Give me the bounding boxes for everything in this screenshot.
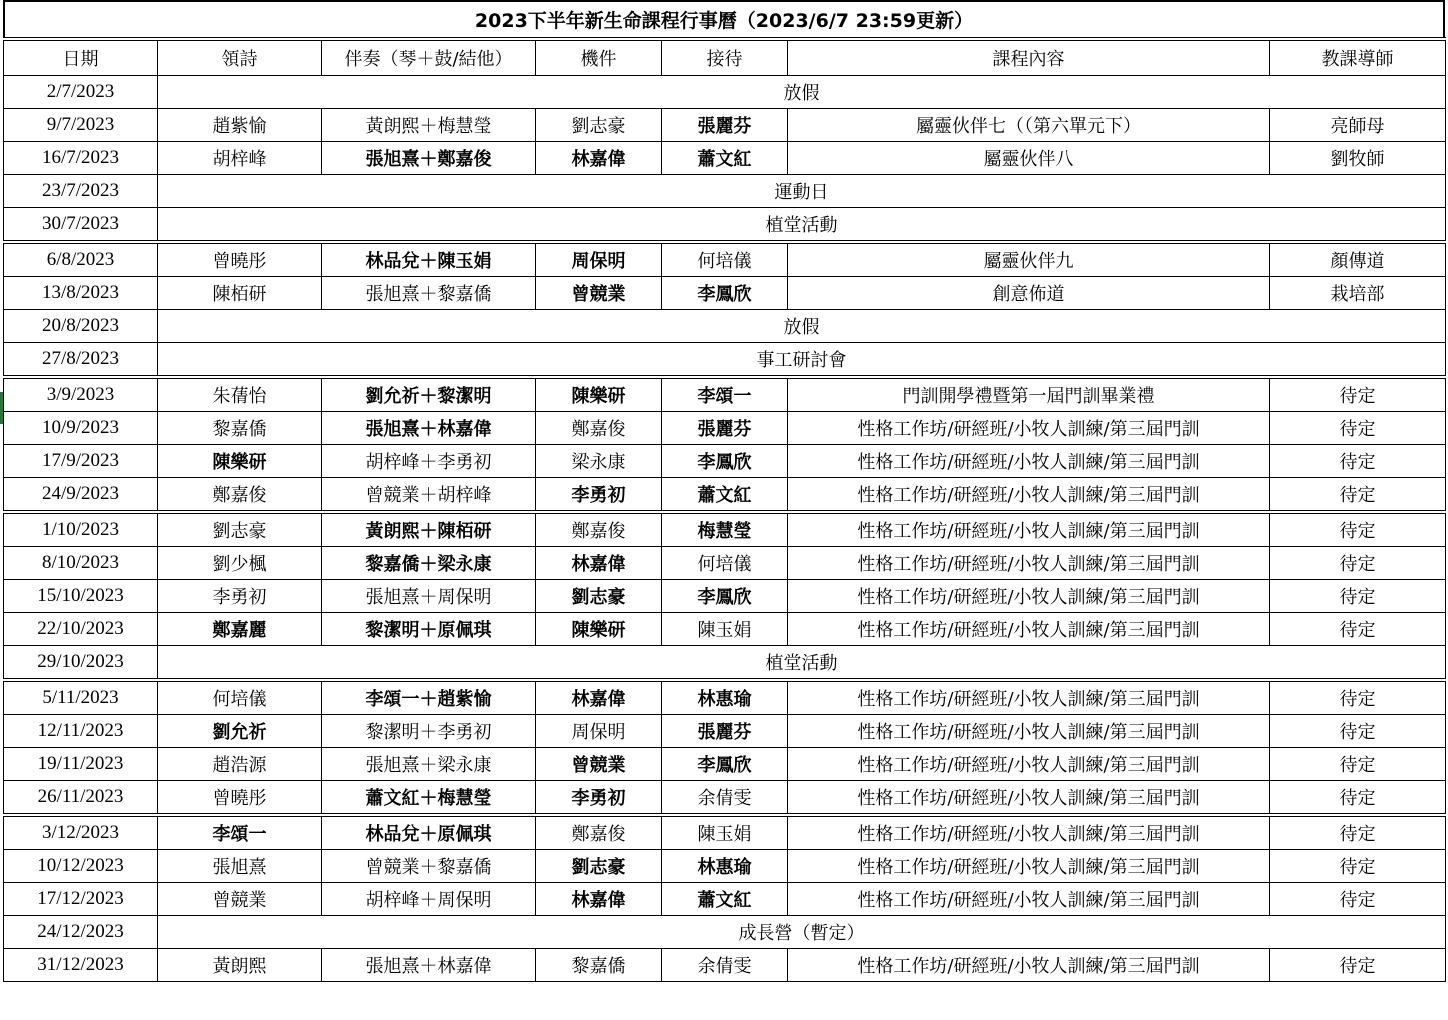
sheet-title: 2023下半年新生命課程行事曆（2023/6/7 23:59更新） — [3, 0, 1445, 37]
table-row — [4, 547, 1446, 580]
table-row — [4, 949, 1446, 982]
date-cell: 10/9/2023 — [4, 412, 158, 445]
accompaniment-cell: 林品兌＋原佩琪 — [322, 815, 536, 850]
date-cell: 10/12/2023 — [4, 850, 158, 883]
table-row — [4, 242, 1446, 277]
event-cell: 植堂活動 — [158, 208, 1446, 243]
table-row — [4, 142, 1446, 175]
date-cell: 3/12/2023 — [4, 815, 158, 850]
date-cell: 27/8/2023 — [4, 343, 158, 378]
table-row — [4, 208, 1446, 243]
table-row — [4, 748, 1446, 781]
table-row — [4, 412, 1446, 445]
header-row — [4, 39, 1446, 76]
table-row — [4, 512, 1446, 547]
accompaniment-cell: 張旭熹＋周保明 — [322, 580, 536, 613]
instructor-cell: 待定 — [1270, 949, 1446, 982]
course-content-cell: 性格工作坊/研經班/小牧人訓練/第三屆門訓 — [788, 715, 1270, 748]
course-content-cell: 性格工作坊/研經班/小牧人訓練/第三屆門訓 — [788, 512, 1270, 547]
date-cell: 5/11/2023 — [4, 680, 158, 715]
worship-leader-cell: 曾曉彤 — [158, 242, 322, 277]
date-cell: 13/8/2023 — [4, 277, 158, 310]
instructor-cell: 劉牧師 — [1270, 142, 1446, 175]
reception-cell: 何培儀 — [662, 242, 788, 277]
worship-leader-cell: 趙紫愉 — [158, 109, 322, 142]
date-cell: 26/11/2023 — [4, 781, 158, 816]
equipment-cell: 林嘉偉 — [536, 547, 662, 580]
reception-cell: 蕭文紅 — [662, 478, 788, 513]
accompaniment-cell: 曾競業＋黎嘉僑 — [322, 850, 536, 883]
reception-cell: 李鳳欣 — [662, 445, 788, 478]
date-cell: 24/9/2023 — [4, 478, 158, 513]
worship-leader-cell: 劉少楓 — [158, 547, 322, 580]
course-content-cell: 性格工作坊/研經班/小牧人訓練/第三屆門訓 — [788, 445, 1270, 478]
course-content-cell: 性格工作坊/研經班/小牧人訓練/第三屆門訓 — [788, 815, 1270, 850]
worship-leader-cell: 朱蒨怡 — [158, 377, 322, 412]
date-cell: 20/8/2023 — [4, 310, 158, 343]
header-date: 日期 — [4, 39, 158, 76]
worship-leader-cell: 胡梓峰 — [158, 142, 322, 175]
accompaniment-cell: 胡梓峰＋李勇初 — [322, 445, 536, 478]
table-row — [4, 781, 1446, 816]
course-content-cell: 門訓開學禮暨第一屆門訓畢業禮 — [788, 377, 1270, 412]
equipment-cell: 林嘉偉 — [536, 680, 662, 715]
instructor-cell: 待定 — [1270, 781, 1446, 816]
accompaniment-cell: 張旭熹＋梁永康 — [322, 748, 536, 781]
equipment-cell: 曾競業 — [536, 748, 662, 781]
equipment-cell: 陳樂研 — [536, 613, 662, 646]
table-row — [4, 715, 1446, 748]
equipment-cell: 曾競業 — [536, 277, 662, 310]
reception-cell: 張麗芬 — [662, 715, 788, 748]
instructor-cell: 待定 — [1270, 445, 1446, 478]
event-cell: 事工研討會 — [158, 343, 1446, 378]
event-cell: 放假 — [158, 76, 1446, 109]
instructor-cell: 待定 — [1270, 580, 1446, 613]
reception-cell: 李頌一 — [662, 377, 788, 412]
worship-leader-cell: 李頌一 — [158, 815, 322, 850]
reception-cell: 蕭文紅 — [662, 883, 788, 916]
course-content-cell: 屬靈伙伴七（（第六單元下） — [788, 109, 1270, 142]
table-row — [4, 580, 1446, 613]
worship-leader-cell: 何培儀 — [158, 680, 322, 715]
accompaniment-cell: 胡梓峰＋周保明 — [322, 883, 536, 916]
table-row — [4, 850, 1446, 883]
reception-cell: 李鳳欣 — [662, 580, 788, 613]
date-cell: 17/12/2023 — [4, 883, 158, 916]
table-row — [4, 646, 1446, 681]
accompaniment-cell: 黎潔明＋李勇初 — [322, 715, 536, 748]
schedule-sheet — [3, 0, 1445, 982]
date-cell: 23/7/2023 — [4, 175, 158, 208]
reception-cell: 林惠瑜 — [662, 680, 788, 715]
accompaniment-cell: 張旭熹＋黎嘉僑 — [322, 277, 536, 310]
header-instructor: 教課導師 — [1270, 39, 1446, 76]
event-cell: 植堂活動 — [158, 646, 1446, 681]
equipment-cell: 周保明 — [536, 715, 662, 748]
equipment-cell: 林嘉偉 — [536, 883, 662, 916]
equipment-cell: 黎嘉僑 — [536, 949, 662, 982]
instructor-cell: 待定 — [1270, 748, 1446, 781]
worship-leader-cell: 劉允祈 — [158, 715, 322, 748]
worship-leader-cell: 鄭嘉俊 — [158, 478, 322, 513]
table-row — [4, 680, 1446, 715]
accompaniment-cell: 劉允祈＋黎潔明 — [322, 377, 536, 412]
date-cell: 22/10/2023 — [4, 613, 158, 646]
date-cell: 8/10/2023 — [4, 547, 158, 580]
worship-leader-cell: 黃朗熙 — [158, 949, 322, 982]
table-row — [4, 310, 1446, 343]
reception-cell: 余倩雯 — [662, 949, 788, 982]
equipment-cell: 周保明 — [536, 242, 662, 277]
worship-leader-cell: 趙浩源 — [158, 748, 322, 781]
event-cell: 運動日 — [158, 175, 1446, 208]
equipment-cell: 劉志豪 — [536, 850, 662, 883]
accompaniment-cell: 張旭熹＋林嘉偉 — [322, 949, 536, 982]
table-row — [4, 815, 1446, 850]
header-accompaniment: 伴奏（琴＋鼓/結他） — [322, 39, 536, 76]
table-row — [4, 109, 1446, 142]
course-content-cell: 性格工作坊/研經班/小牧人訓練/第三屆門訓 — [788, 781, 1270, 816]
equipment-cell: 鄭嘉俊 — [536, 412, 662, 445]
instructor-cell: 待定 — [1270, 680, 1446, 715]
equipment-cell: 鄭嘉俊 — [536, 512, 662, 547]
accompaniment-cell: 李頌一＋趙紫愉 — [322, 680, 536, 715]
table-row — [4, 76, 1446, 109]
equipment-cell: 陳樂研 — [536, 377, 662, 412]
equipment-cell: 梁永康 — [536, 445, 662, 478]
course-content-cell: 性格工作坊/研經班/小牧人訓練/第三屆門訓 — [788, 412, 1270, 445]
equipment-cell: 林嘉偉 — [536, 142, 662, 175]
accompaniment-cell: 曾競業＋胡梓峰 — [322, 478, 536, 513]
course-content-cell: 屬靈伙伴八 — [788, 142, 1270, 175]
date-cell: 29/10/2023 — [4, 646, 158, 681]
course-content-cell: 性格工作坊/研經班/小牧人訓練/第三屆門訓 — [788, 580, 1270, 613]
course-content-cell: 性格工作坊/研經班/小牧人訓練/第三屆門訓 — [788, 547, 1270, 580]
course-content-cell: 性格工作坊/研經班/小牧人訓練/第三屆門訓 — [788, 613, 1270, 646]
worship-leader-cell: 黎嘉僑 — [158, 412, 322, 445]
date-cell: 30/7/2023 — [4, 208, 158, 243]
date-cell: 3/9/2023 — [4, 377, 158, 412]
table-row — [4, 377, 1446, 412]
instructor-cell: 待定 — [1270, 412, 1446, 445]
instructor-cell: 待定 — [1270, 815, 1446, 850]
instructor-cell: 待定 — [1270, 715, 1446, 748]
date-cell: 2/7/2023 — [4, 76, 158, 109]
course-content-cell: 創意佈道 — [788, 277, 1270, 310]
table-row — [4, 277, 1446, 310]
course-content-cell: 性格工作坊/研經班/小牧人訓練/第三屆門訓 — [788, 478, 1270, 513]
equipment-cell: 李勇初 — [536, 781, 662, 816]
course-content-cell: 屬靈伙伴九 — [788, 242, 1270, 277]
instructor-cell: 亮師母 — [1270, 109, 1446, 142]
instructor-cell: 待定 — [1270, 512, 1446, 547]
instructor-cell: 顏傳道 — [1270, 242, 1446, 277]
reception-cell: 陳玉娟 — [662, 613, 788, 646]
worship-leader-cell: 李勇初 — [158, 580, 322, 613]
date-cell: 12/11/2023 — [4, 715, 158, 748]
date-cell: 15/10/2023 — [4, 580, 158, 613]
course-content-cell: 性格工作坊/研經班/小牧人訓練/第三屆門訓 — [788, 748, 1270, 781]
date-cell: 6/8/2023 — [4, 242, 158, 277]
instructor-cell: 待定 — [1270, 377, 1446, 412]
table-row — [4, 478, 1446, 513]
reception-cell: 何培儀 — [662, 547, 788, 580]
reception-cell: 李鳳欣 — [662, 277, 788, 310]
accompaniment-cell: 黃朗熙＋梅慧瑩 — [322, 109, 536, 142]
reception-cell: 李鳳欣 — [662, 748, 788, 781]
header-reception: 接待 — [662, 39, 788, 76]
date-cell: 16/7/2023 — [4, 142, 158, 175]
date-cell: 19/11/2023 — [4, 748, 158, 781]
accompaniment-cell: 黃朗熙＋陳栢研 — [322, 512, 536, 547]
equipment-cell: 鄭嘉俊 — [536, 815, 662, 850]
table-row — [4, 343, 1446, 378]
table-row — [4, 883, 1446, 916]
instructor-cell: 栽培部 — [1270, 277, 1446, 310]
date-cell: 1/10/2023 — [4, 512, 158, 547]
worship-leader-cell: 曾競業 — [158, 883, 322, 916]
header-worship-leader: 領詩 — [158, 39, 322, 76]
worship-leader-cell: 陳栢研 — [158, 277, 322, 310]
table-row — [4, 445, 1446, 478]
worship-leader-cell: 張旭熹 — [158, 850, 322, 883]
date-cell: 9/7/2023 — [4, 109, 158, 142]
accompaniment-cell: 林品兌＋陳玉娟 — [322, 242, 536, 277]
header-course-content: 課程內容 — [788, 39, 1270, 76]
reception-cell: 梅慧瑩 — [662, 512, 788, 547]
date-cell: 17/9/2023 — [4, 445, 158, 478]
table-row — [4, 613, 1446, 646]
reception-cell: 張麗芬 — [662, 109, 788, 142]
reception-cell: 張麗芬 — [662, 412, 788, 445]
accompaniment-cell: 黎潔明＋原佩琪 — [322, 613, 536, 646]
instructor-cell: 待定 — [1270, 478, 1446, 513]
date-cell: 24/12/2023 — [4, 916, 158, 949]
course-content-cell: 性格工作坊/研經班/小牧人訓練/第三屆門訓 — [788, 680, 1270, 715]
course-content-cell: 性格工作坊/研經班/小牧人訓練/第三屆門訓 — [788, 949, 1270, 982]
accompaniment-cell: 張旭熹＋林嘉偉 — [322, 412, 536, 445]
accompaniment-cell: 蕭文紅＋梅慧瑩 — [322, 781, 536, 816]
reception-cell: 陳玉娟 — [662, 815, 788, 850]
date-cell: 31/12/2023 — [4, 949, 158, 982]
instructor-cell: 待定 — [1270, 547, 1446, 580]
reception-cell: 余倩雯 — [662, 781, 788, 816]
instructor-cell: 待定 — [1270, 613, 1446, 646]
table-row — [4, 916, 1446, 949]
accompaniment-cell: 黎嘉僑＋梁永康 — [322, 547, 536, 580]
accompaniment-cell: 張旭熹＋鄭嘉俊 — [322, 142, 536, 175]
equipment-cell: 李勇初 — [536, 478, 662, 513]
header-equipment: 機件 — [536, 39, 662, 76]
course-content-cell: 性格工作坊/研經班/小牧人訓練/第三屆門訓 — [788, 850, 1270, 883]
worship-leader-cell: 陳樂研 — [158, 445, 322, 478]
event-cell: 成長營（暫定） — [158, 916, 1446, 949]
worship-leader-cell: 曾曉彤 — [158, 781, 322, 816]
event-cell: 放假 — [158, 310, 1446, 343]
schedule-body — [4, 76, 1446, 982]
equipment-cell: 劉志豪 — [536, 109, 662, 142]
table-row — [4, 175, 1446, 208]
worship-leader-cell: 劉志豪 — [158, 512, 322, 547]
worship-leader-cell: 鄭嘉麗 — [158, 613, 322, 646]
equipment-cell: 劉志豪 — [536, 580, 662, 613]
schedule-table — [3, 37, 1446, 982]
instructor-cell: 待定 — [1270, 850, 1446, 883]
instructor-cell: 待定 — [1270, 883, 1446, 916]
course-content-cell: 性格工作坊/研經班/小牧人訓練/第三屆門訓 — [788, 883, 1270, 916]
reception-cell: 蕭文紅 — [662, 142, 788, 175]
reception-cell: 林惠瑜 — [662, 850, 788, 883]
